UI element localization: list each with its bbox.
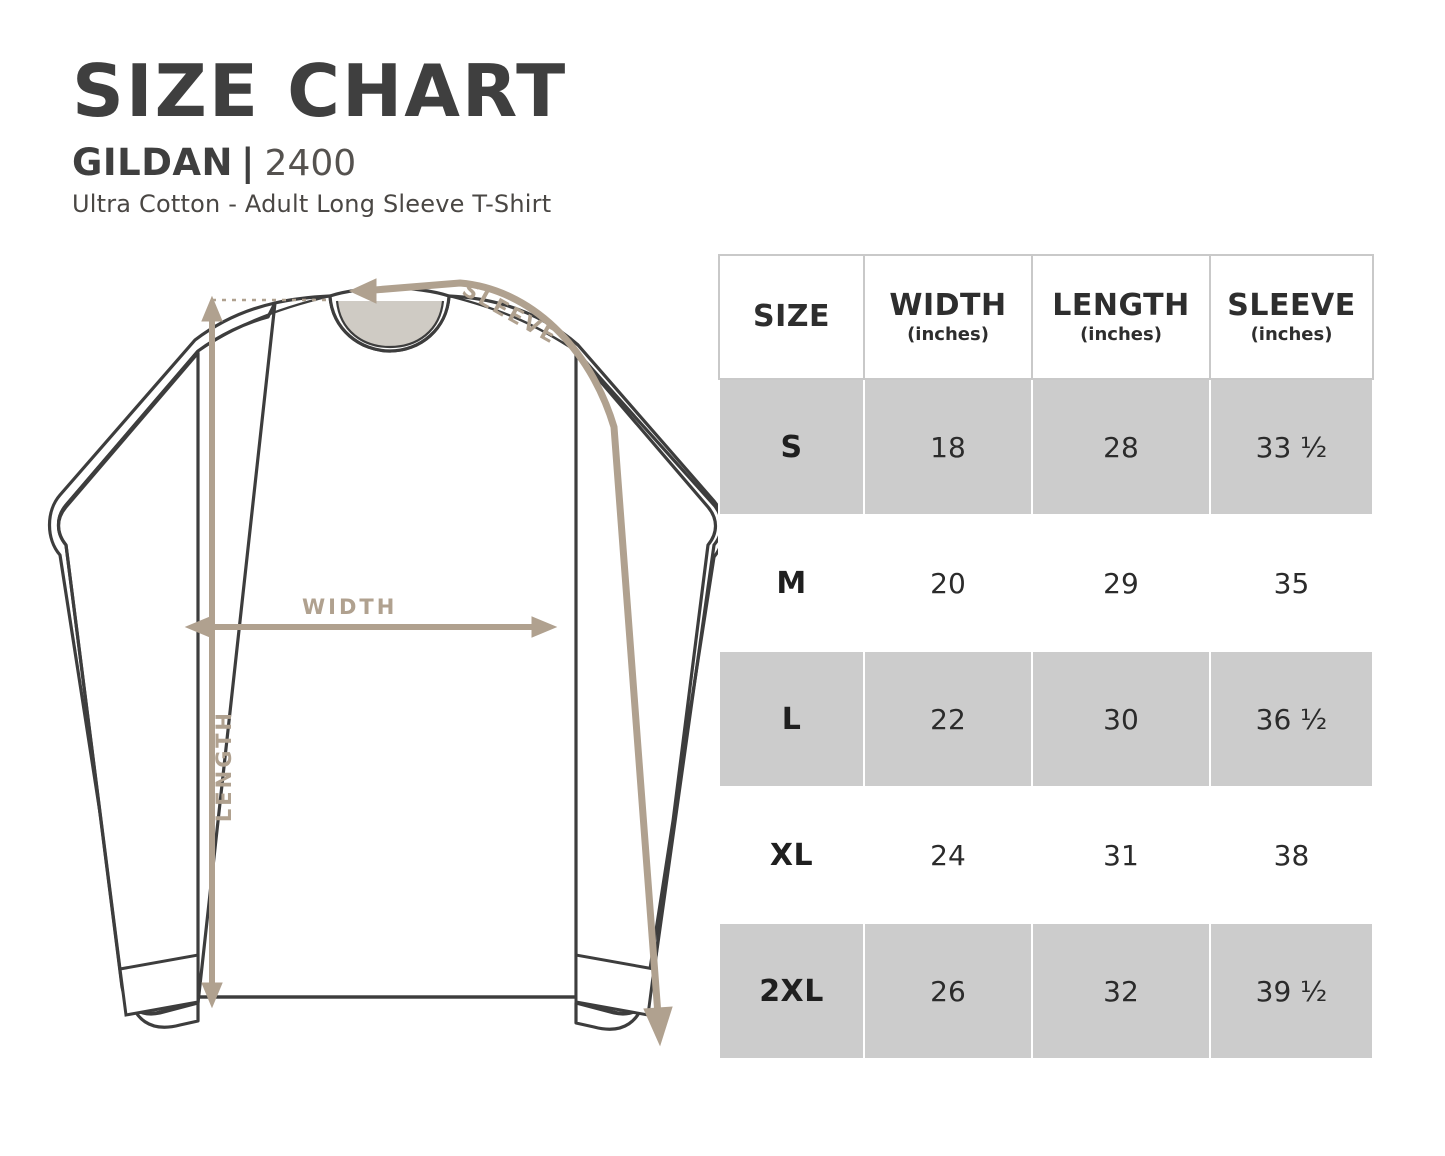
table-row (719, 787, 1373, 923)
size-table-wrapper (718, 254, 1372, 1060)
cell-sleeve: 39 ½ (1210, 923, 1373, 1059)
width-dimension-label: WIDTH (302, 595, 398, 619)
cell-length: 32 (1032, 923, 1210, 1059)
cell-size: 2XL (719, 923, 864, 1059)
length-dimension-label: LENGTH (212, 710, 236, 823)
cell-width: 20 (864, 515, 1032, 651)
cell-width: 24 (864, 787, 1032, 923)
column-header-size: SIZE (719, 255, 864, 379)
cell-length: 29 (1032, 515, 1210, 651)
column-header-width: WIDTH (inches) (864, 255, 1032, 379)
product-subtitle: Ultra Cotton - Adult Long Sleeve T-Shirt (72, 190, 552, 218)
table-header-row (719, 255, 1373, 379)
cell-length: 31 (1032, 787, 1210, 923)
cell-width: 26 (864, 923, 1032, 1059)
cell-width: 18 (864, 379, 1032, 515)
style-number: 2400 (264, 143, 357, 184)
column-header-sleeve: SLEEVE (inches) (1210, 255, 1373, 379)
table-row (719, 923, 1373, 1059)
cell-size: L (719, 651, 864, 787)
cell-sleeve: 35 (1210, 515, 1373, 651)
table-row (719, 379, 1373, 515)
cell-size: S (719, 379, 864, 515)
sleeve-dimension-label: SLEEVE (458, 277, 563, 350)
cell-size: XL (719, 787, 864, 923)
cell-length: 28 (1032, 379, 1210, 515)
cell-width: 22 (864, 651, 1032, 787)
size-table (718, 254, 1374, 1060)
table-row (719, 651, 1373, 787)
garment-illustration (30, 255, 720, 1065)
brand-name: GILDAN (72, 141, 234, 184)
brand-line (72, 141, 712, 184)
table-row (719, 515, 1373, 651)
page-title: SIZE CHART (72, 49, 568, 133)
cell-size: M (719, 515, 864, 651)
brand-separator: | (241, 141, 255, 184)
tshirt-drawing (30, 255, 720, 1065)
header (72, 49, 712, 218)
cell-sleeve: 38 (1210, 787, 1373, 923)
cell-sleeve: 33 ½ (1210, 379, 1373, 515)
column-header-length: LENGTH (inches) (1032, 255, 1210, 379)
cell-length: 30 (1032, 651, 1210, 787)
cell-sleeve: 36 ½ (1210, 651, 1373, 787)
